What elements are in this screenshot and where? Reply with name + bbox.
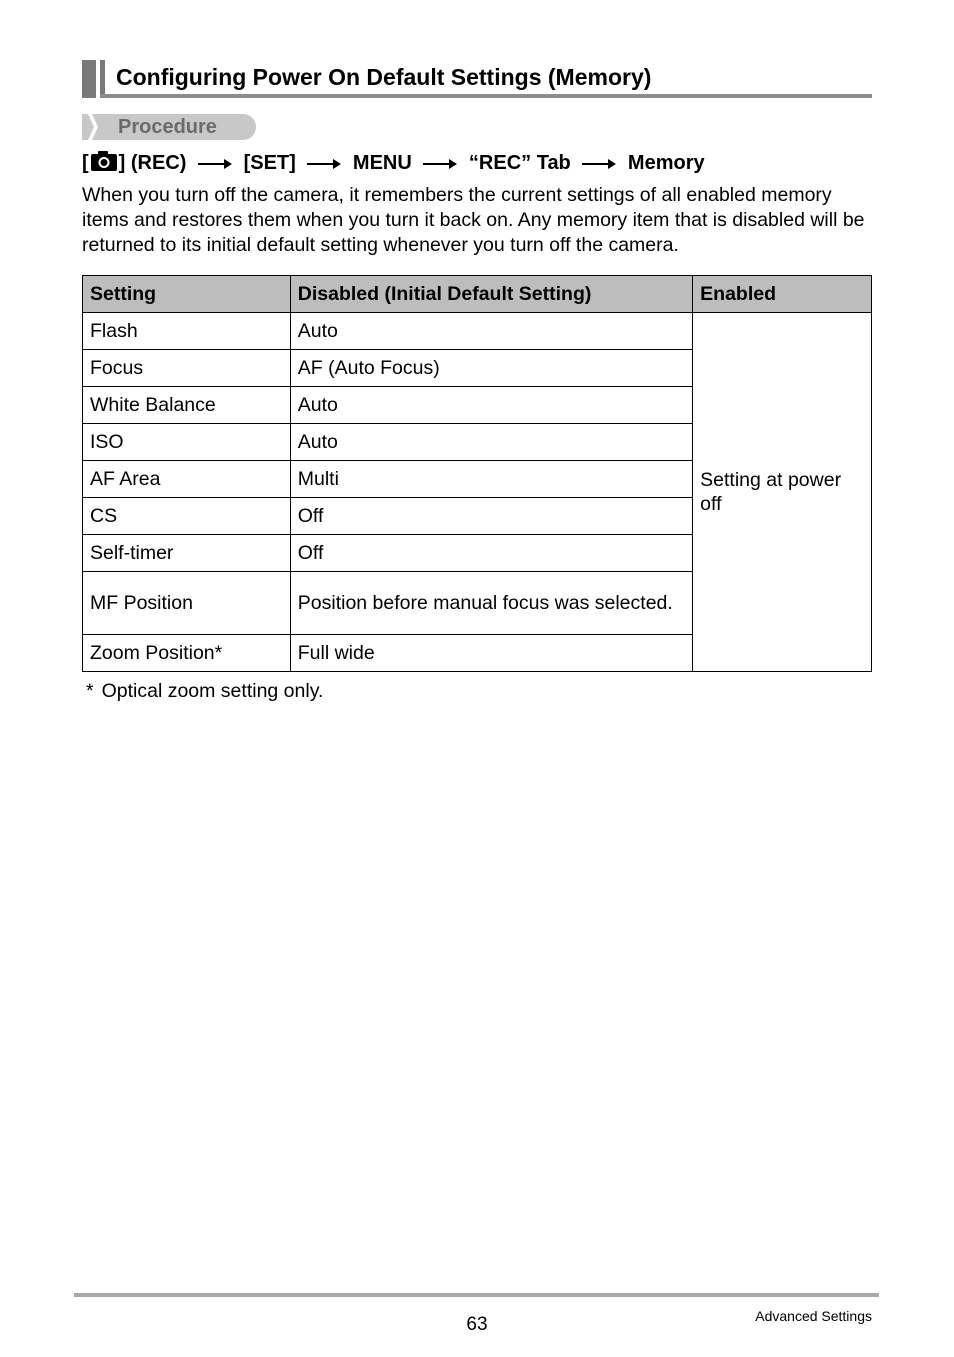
table-row xyxy=(83,313,872,350)
page-number: 63 xyxy=(466,1314,488,1335)
default-cell: Off xyxy=(290,535,692,572)
procedure-badge xyxy=(82,114,256,140)
path-menu: MENU xyxy=(352,152,412,174)
setting-cell: AF Area xyxy=(83,461,291,498)
intro-paragraph: When you turn off the camera, it remembers the current settings of all enabled memory items and restores them when you turn it back on. Any memory item that is disabled will be returned to its initial default setting whenever you turn off the camera. xyxy=(82,184,865,256)
table-header-row xyxy=(83,276,872,313)
footnote xyxy=(86,679,323,703)
default-cell: Auto xyxy=(290,313,692,350)
path-bracket-open: [ xyxy=(82,152,89,174)
default-cell: Auto xyxy=(290,424,692,461)
menu-path xyxy=(82,148,705,181)
header-enabled: Enabled xyxy=(693,276,872,313)
path-memory: Memory xyxy=(627,152,705,174)
setting-cell: ISO xyxy=(83,424,291,461)
path-rec-tab: “REC” Tab xyxy=(468,152,571,174)
path-rec: ] (REC) xyxy=(118,152,187,174)
default-cell: Position before manual focus was selected. xyxy=(290,572,692,635)
footnote-text: Optical zoom setting only. xyxy=(101,680,324,702)
footer-rule xyxy=(74,1293,879,1297)
default-cell: Off xyxy=(290,498,692,535)
setting-cell: CS xyxy=(83,498,291,535)
default-cell: AF (Auto Focus) xyxy=(290,350,692,387)
enabled-cell: Setting at power off xyxy=(693,313,872,672)
chevron-right-icon xyxy=(88,114,98,140)
arrow-right-icon xyxy=(582,158,616,170)
header-disabled: Disabled (Initial Default Setting) xyxy=(290,276,692,313)
setting-cell: Flash xyxy=(83,313,291,350)
setting-cell: Focus xyxy=(83,350,291,387)
default-cell: Multi xyxy=(290,461,692,498)
section-heading xyxy=(82,60,872,98)
settings-table xyxy=(82,275,872,672)
arrow-right-icon xyxy=(307,158,341,170)
footnote-mark: * xyxy=(86,680,94,702)
setting-cell: MF Position xyxy=(83,572,291,635)
header-setting: Setting xyxy=(83,276,291,313)
setting-cell: Self-timer xyxy=(83,535,291,572)
path-set: [SET] xyxy=(243,152,296,174)
procedure-label: Procedure xyxy=(118,116,217,138)
setting-cell: White Balance xyxy=(83,387,291,424)
page-title: Configuring Power On Default Settings (Memory) xyxy=(116,64,652,90)
arrow-right-icon xyxy=(423,158,457,170)
heading-bar xyxy=(82,60,96,98)
heading-bar-thin xyxy=(100,60,105,98)
section-name: Advanced Settings xyxy=(755,1308,872,1324)
default-cell: Full wide xyxy=(290,635,692,672)
camera-icon xyxy=(90,150,118,181)
setting-cell: Zoom Position* xyxy=(83,635,291,672)
heading-underline xyxy=(100,94,872,98)
arrow-right-icon xyxy=(198,158,232,170)
default-cell: Auto xyxy=(290,387,692,424)
